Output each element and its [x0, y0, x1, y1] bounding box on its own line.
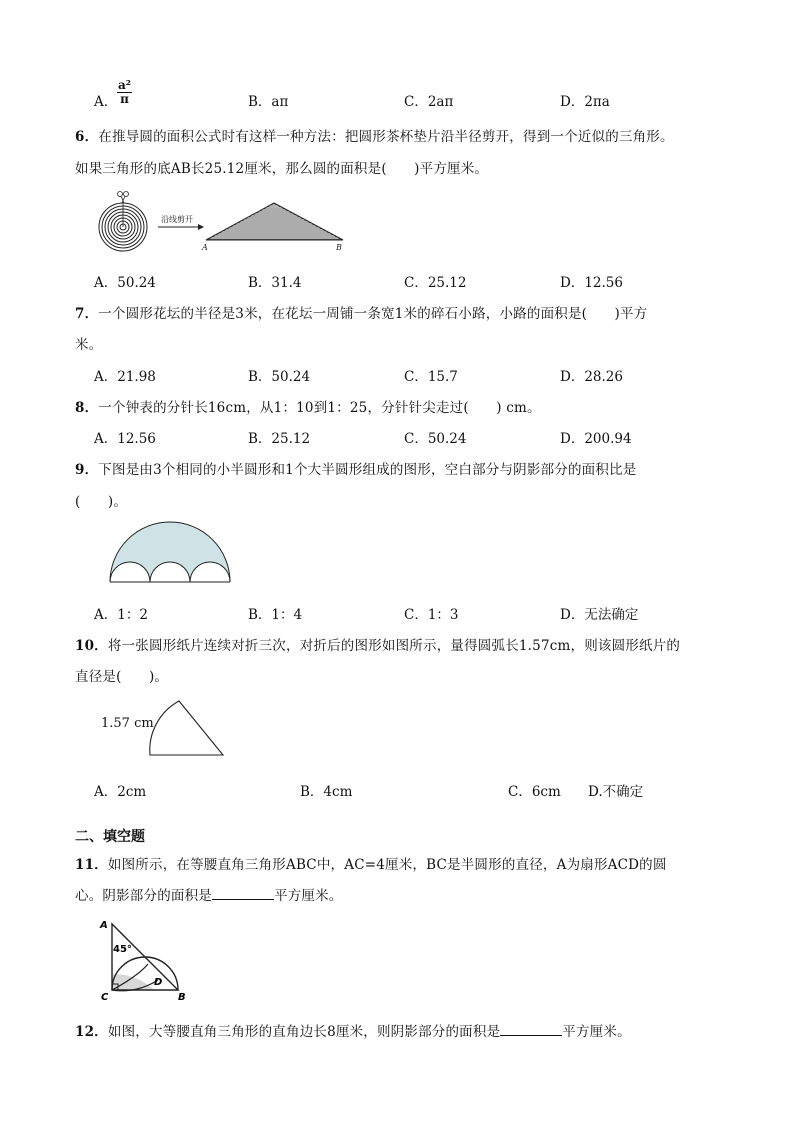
q11-label-angle: 45° — [113, 944, 132, 955]
q9-option-b: B．1：4 — [248, 607, 303, 623]
q6-label-a: A — [202, 243, 208, 252]
q6-stem-line2: 如果三角形的底AB长25.12厘米，那么圆的面积是( )平方厘米。 — [75, 161, 489, 177]
q9-option-a: A．1：2 — [94, 607, 148, 623]
q5-option-c-text: 2aπ — [427, 94, 454, 110]
q6-number: 6． — [75, 129, 99, 145]
q11-label-b: B — [178, 992, 186, 1003]
q12-answer-blank[interactable] — [500, 1023, 562, 1036]
q8-stem-line1 — [75, 396, 541, 416]
q9-number: 9． — [75, 462, 99, 478]
q10-stem-line2: 直径是( )。 — [75, 669, 169, 685]
q9-figure — [108, 518, 232, 584]
q7-number: 7． — [75, 306, 99, 322]
q7-option-d: D．28.26 — [560, 369, 623, 385]
q6-option-d: D．12.56 — [560, 275, 623, 291]
q5-option-c — [404, 90, 453, 110]
q9-small-semicircles — [110, 562, 230, 582]
q11-label-a: A — [100, 920, 108, 931]
q6-triangle — [206, 203, 343, 240]
q8-text-1: 一个钟表的分针长16cm，从1：10到1：25，分针针尖走过( ) cm。 — [98, 400, 541, 416]
q6-figure — [98, 190, 358, 256]
section-fill-in-title: 二、填空题 — [75, 829, 145, 845]
arrow-right-icon — [158, 224, 204, 230]
q8-option-c: C．50.24 — [404, 431, 467, 447]
q5-option-d-letter: D． — [560, 94, 585, 110]
q5-option-c-letter: C． — [404, 94, 428, 110]
q5-option-a-letter: A． — [94, 94, 118, 110]
q10-option-b: B．4cm — [300, 784, 353, 800]
q9-stem-line2: ( )。 — [75, 494, 128, 510]
q8-number: 8． — [75, 400, 99, 416]
q7-option-a: A．21.98 — [94, 369, 156, 385]
q10-option-c: C．6cm — [508, 784, 561, 800]
q5-option-b — [248, 90, 288, 110]
q8-option-b: B．25.12 — [248, 431, 311, 447]
q10-figure — [145, 698, 227, 758]
q5-fraction-numerator: a² — [118, 78, 132, 92]
q8-option-d: D．200.94 — [560, 431, 632, 447]
q10-option-a: A．2cm — [94, 784, 147, 800]
q11-text-3: 平方厘米。 — [274, 888, 343, 904]
q12-stem-line1 — [75, 1020, 631, 1040]
q6-text-1: 在推导圆的面积公式时有这样一种方法：把圆形茶杯垫片沿半径剪开，得到一个近似的三角形。 — [98, 129, 674, 145]
q8-option-a: A．12.56 — [94, 431, 156, 447]
q9-text-1: 下图是由3个相同的小半圆形和1个大半圆形组成的图形，空白部分与阴影部分的面积比是 — [98, 462, 637, 478]
q11-stem-line2 — [75, 884, 343, 904]
q6-label-b: B — [336, 243, 342, 252]
q5-fraction-denominator: π — [120, 92, 129, 106]
q11-text-1: 如图所示，在等腰直角三角形ABC中，AC=4厘米，BC是半圆形的直径，A为扇形ACD的圆 — [107, 857, 667, 873]
q11-number: 11． — [75, 857, 108, 873]
q6-arrow-label: 沿线剪开 — [161, 215, 193, 224]
q7-stem-line2: 米。 — [75, 337, 103, 353]
q10-option-d: D.不确定 — [588, 784, 644, 800]
q6-stem-line1 — [75, 125, 674, 145]
q7-stem-line1 — [75, 302, 647, 322]
q11-text-2: 心。阴影部分的面积是 — [75, 888, 212, 904]
q7-option-b: B．50.24 — [248, 369, 311, 385]
q11-label-d: D — [154, 977, 163, 988]
q5-option-b-letter: B． — [248, 94, 272, 110]
q11-figure — [98, 918, 198, 1002]
q6-option-b: B．31.4 — [248, 275, 302, 291]
q12-number: 12． — [75, 1024, 108, 1040]
q6-option-a: A．50.24 — [94, 275, 156, 291]
q7-text-1: 一个圆形花坛的半径是3米，在花坛一周铺一条宽1米的碎石小路，小路的面积是( )平方 — [98, 306, 648, 322]
q5-option-d — [560, 90, 610, 110]
q10-number: 10． — [75, 638, 108, 654]
q6-option-c: C．25.12 — [404, 275, 467, 291]
q11-answer-blank[interactable] — [212, 887, 274, 900]
q9-stem-line1 — [75, 458, 636, 478]
q12-text-2: 平方厘米。 — [562, 1024, 631, 1040]
q11-stem-line1 — [75, 853, 667, 873]
scissors-icon — [118, 192, 129, 204]
q5-option-d-text: 2πa — [584, 94, 610, 110]
q9-option-c: C．1：3 — [404, 607, 459, 623]
q10-arc-length-label: 1.57 cm — [101, 716, 154, 731]
q11-label-c: C — [101, 992, 109, 1003]
q12-text-1: 如图，大等腰直角三角形的直角边长8厘米，则阴影部分的面积是 — [107, 1024, 501, 1040]
q10-text-1: 将一张圆形纸片连续对折三次，对折后的图形如图所示，量得圆弧长1.57cm，则该圆形纸片的 — [107, 638, 681, 654]
q5-option-b-text: aπ — [271, 94, 289, 110]
q5-option-a-fraction — [117, 79, 132, 106]
q10-sector — [150, 701, 223, 755]
q9-option-d: D．无法确定 — [560, 607, 639, 623]
q7-option-c: C．15.7 — [404, 369, 458, 385]
q10-stem-line1 — [75, 634, 680, 654]
